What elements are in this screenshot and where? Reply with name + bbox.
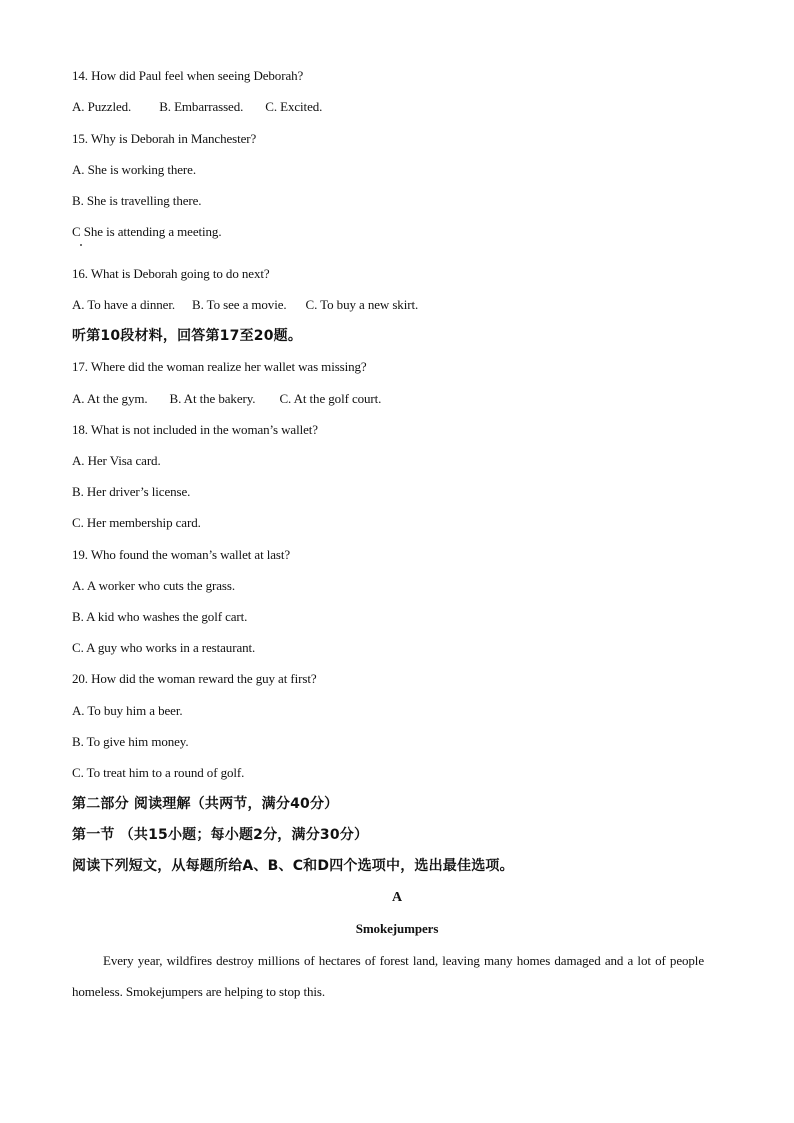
question-16-options: [72, 297, 418, 313]
option-a: A. To buy him a beer.: [72, 703, 183, 718]
option-c: C. A guy who works in a restaurant.: [72, 640, 256, 655]
option-b: B. To see a movie.: [192, 297, 287, 312]
question-17-options: [72, 391, 381, 407]
stray-dot: [80, 244, 82, 246]
question-16: 16. What is Deborah going to do next?: [72, 266, 270, 281]
question-20: 20. How did the woman reward the guy at first?: [72, 671, 317, 686]
option-c: C. At the golf court.: [279, 391, 382, 406]
option-b: B. Embarrassed.: [159, 99, 244, 114]
part-two-heading: 第二部分 阅读理解（共两节，满分40分）: [72, 796, 339, 812]
option-a: A. A worker who cuts the grass.: [72, 578, 235, 593]
option-b: B. To give him money.: [72, 734, 189, 749]
option-a: A. To have a dinner.: [72, 297, 175, 312]
passage-letter: A: [391, 890, 402, 905]
option-c: C. Her membership card.: [72, 515, 201, 530]
option-c: C. To treat him to a round of golf.: [72, 765, 245, 780]
question-14-options: [72, 99, 322, 115]
question-15: 15. Why is Deborah in Manchester?: [72, 131, 257, 146]
section-one-heading: 第一节 （共15小题；每小题2分，满分30分）: [72, 827, 369, 843]
option-b: B. A kid who washes the golf cart.: [72, 609, 248, 624]
option-c: C She is attending a meeting.: [72, 224, 222, 239]
option-a: A. Puzzled.: [72, 99, 132, 114]
reading-instruction: 阅读下列短文，从每题所给A、B、C和D四个选项中，选出最佳选项。: [72, 858, 514, 874]
option-a: A. At the gym.: [72, 391, 148, 406]
option-c: C. Excited.: [265, 99, 323, 114]
question-18: 18. What is not included in the woman’s wallet?: [72, 422, 318, 437]
question-19: 19. Who found the woman’s wallet at last?: [72, 547, 291, 562]
option-b: B. She is travelling there.: [72, 193, 202, 208]
question-17: 17. Where did the woman realize her wallet was missing?: [72, 359, 367, 374]
passage-paragraph: Every year, wildfires destroy millions of hectares of forest land, leaving many homes damaged and a lot of people homeless. Smokejumpers are helping to stop this.: [72, 953, 704, 999]
passage-title: Smokejumpers: [355, 921, 439, 936]
option-a: A. She is working there.: [72, 162, 196, 177]
option-a: A. Her Visa card.: [72, 453, 161, 468]
question-14: 14. How did Paul feel when seeing Deborah?: [72, 68, 304, 83]
option-c: C. To buy a new skirt.: [305, 297, 419, 312]
option-b: B. At the bakery.: [169, 391, 256, 406]
section-10-heading: 听第10段材料，回答第17至20题。: [72, 328, 303, 344]
option-b: B. Her driver’s license.: [72, 484, 191, 499]
